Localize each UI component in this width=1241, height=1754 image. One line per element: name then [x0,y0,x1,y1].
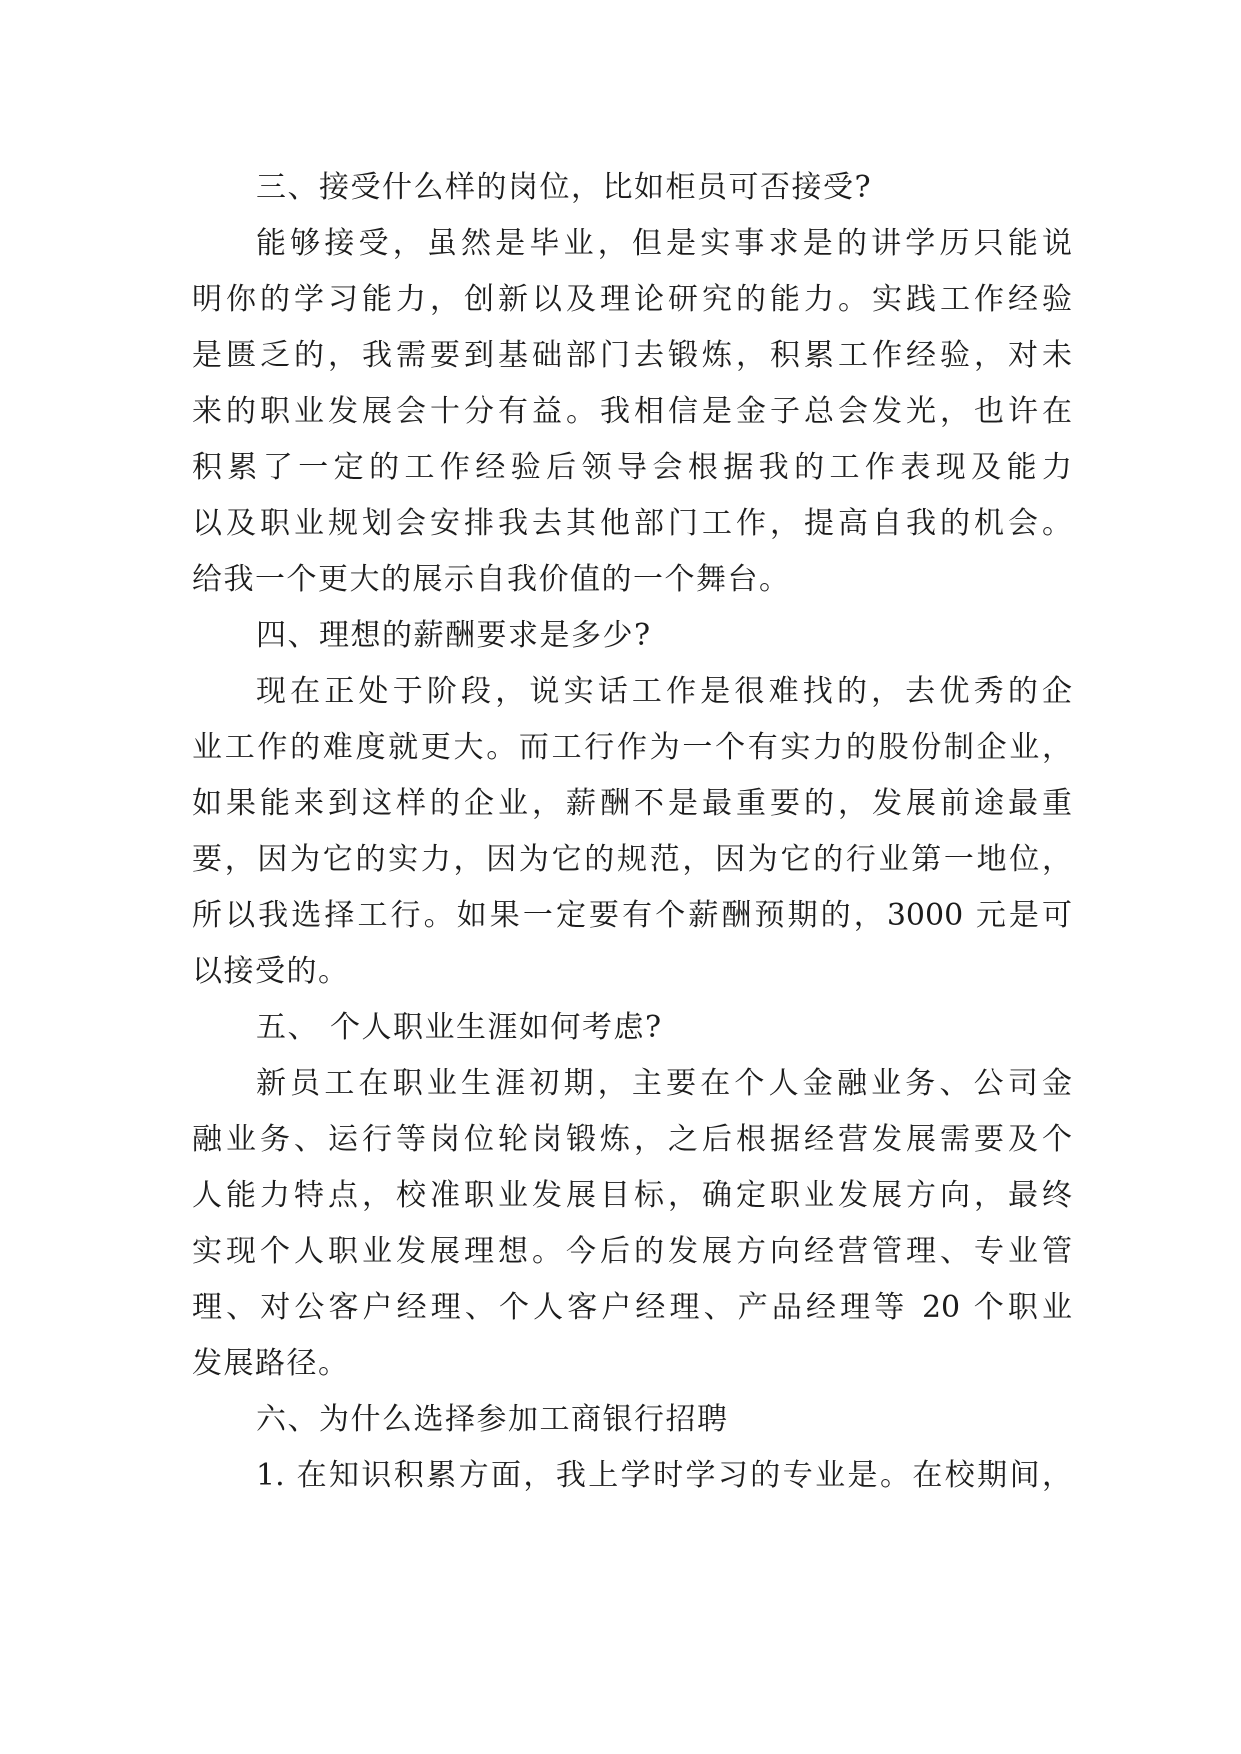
paragraph-line: 1. 在知识积累方面，我上学时学习的专业是。在校期间， [256,1458,1072,1493]
paragraph-line: 明你的学习能力，创新以及理论研究的能力。实践工作经验 [192,282,1072,317]
paragraph-line: 要，因为它的实力，因为它的规范，因为它的行业第一地位， [192,842,1072,877]
paragraph-line: 实现个人职业发展理想。今后的发展方向经营管理、专业管 [192,1234,1072,1269]
paragraph-line: 融业务、运行等岗位轮岗锻炼，之后根据经营发展需要及个 [192,1122,1072,1157]
paragraph-line: 以接受的。 [192,954,350,989]
paragraph-line: 积累了一定的工作经验后领导会根据我的工作表现及能力 [192,450,1072,485]
paragraph-line: 发展路径。 [192,1346,350,1381]
paragraph-line: 人能力特点，校准职业发展目标，确定职业发展方向，最终 [192,1178,1072,1213]
paragraph-line: 来的职业发展会十分有益。我相信是金子总会发光，也许在 [192,394,1072,429]
paragraph-line: 能够接受，虽然是毕业，但是实事求是的讲学历只能说 [256,226,1072,261]
paragraph-line: 给我一个更大的展示自我价值的一个舞台。 [192,562,791,597]
paragraph-line: 所以我选择工行。如果一定要有个薪酬预期的，3000 元是可 [192,898,1072,933]
heading-q4: 四、理想的薪酬要求是多少? [256,618,652,653]
paragraph-line: 以及职业规划会安排我去其他部门工作，提高自我的机会。 [192,506,1072,541]
paragraph-line: 现在正处于阶段，说实话工作是很难找的，去优秀的企 [256,674,1072,709]
paragraph-line: 是匮乏的，我需要到基础部门去锻炼，积累工作经验，对未 [192,338,1072,373]
heading-q3: 三、接受什么样的岗位，比如柜员可否接受? [256,170,873,205]
heading-q5: 五、 个人职业生涯如何考虑? [256,1010,663,1045]
paragraph-line: 如果能来到这样的企业，薪酬不是最重要的，发展前途最重 [192,786,1072,821]
paragraph-line: 业工作的难度就更大。而工行作为一个有实力的股份制企业， [192,730,1072,765]
paragraph-line: 新员工在职业生涯初期，主要在个人金融业务、公司金 [256,1066,1072,1101]
heading-q6: 六、为什么选择参加工商银行招聘 [256,1402,729,1437]
paragraph-line: 理、对公客户经理、个人客户经理、产品经理等 20 个职业 [192,1290,1072,1325]
